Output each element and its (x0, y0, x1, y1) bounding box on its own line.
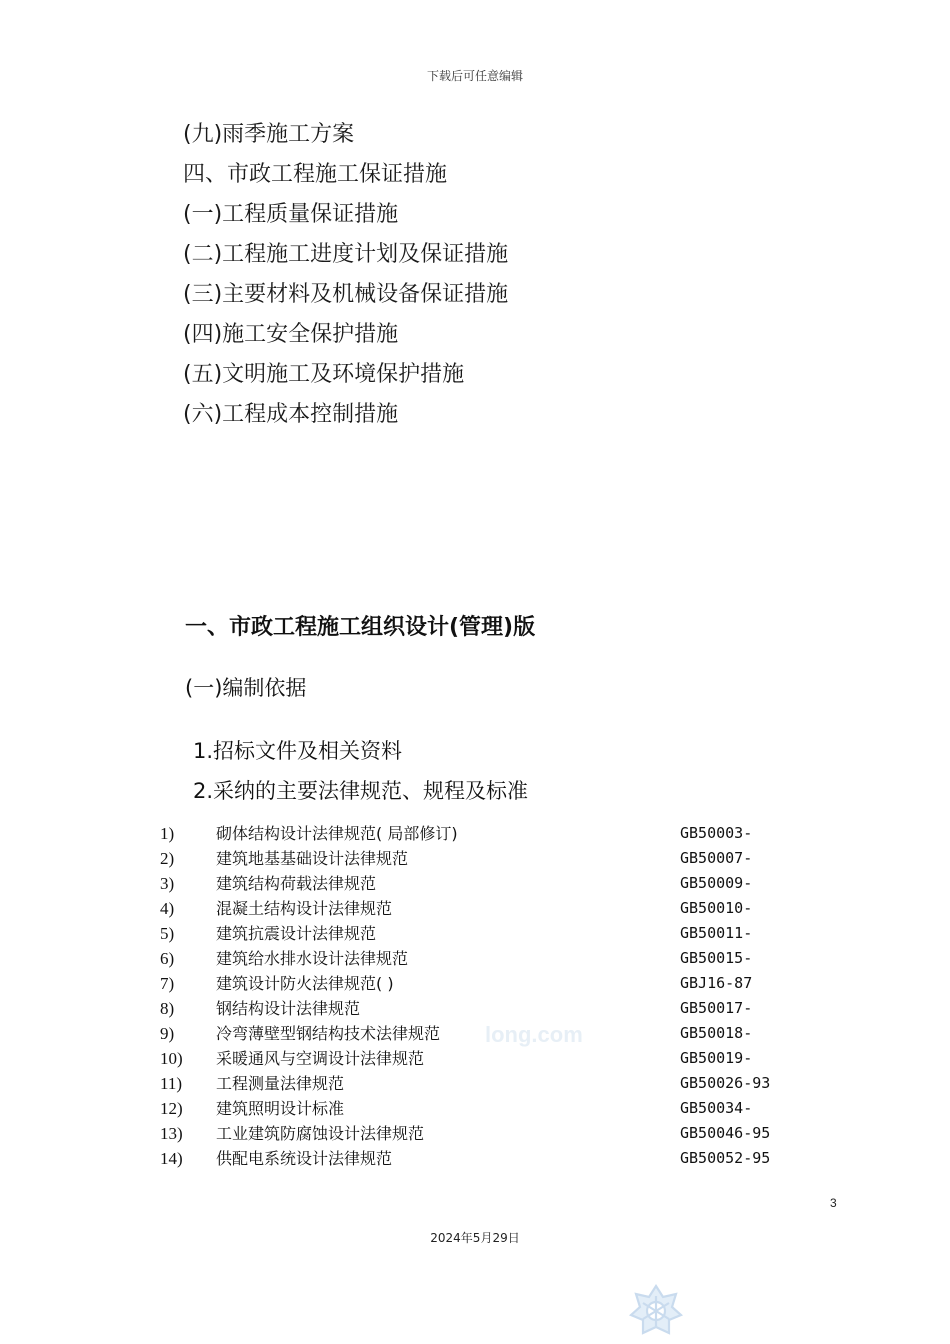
standard-code: GB50017- (680, 999, 753, 1017)
toc-item: (二)工程施工进度计划及保证措施 (183, 242, 509, 267)
standard-name: 建筑抗震设计法律规范 (216, 924, 377, 943)
standard-row (160, 1146, 800, 1171)
standard-row (160, 896, 800, 921)
standard-code: GB50034- (680, 1099, 753, 1117)
section-heading: 一、市政工程施工组织设计(管理)版 (185, 615, 536, 640)
standard-row (160, 821, 800, 846)
standard-number: 13) (160, 1124, 183, 1143)
toc-item: (四)施工安全保护措施 (183, 322, 399, 347)
standard-number: 2) (160, 849, 175, 868)
standard-code: GB50010- (680, 899, 753, 917)
standard-name: 采暖通风与空调设计法律规范 (216, 1049, 425, 1068)
standard-number: 12) (160, 1099, 183, 1118)
standard-code: GB50015- (680, 949, 753, 967)
standard-name: 建筑设计防火法律规范( ) (216, 974, 394, 993)
page-number: 3 (830, 1196, 837, 1210)
standard-row (160, 996, 800, 1021)
standard-number: 6) (160, 949, 175, 968)
standard-row (160, 1071, 800, 1096)
standard-name: 混凝土结构设计法律规范 (216, 899, 393, 918)
standard-name: 工业建筑防腐蚀设计法律规范 (216, 1124, 425, 1143)
toc-item: 四、市政工程施工保证措施 (183, 162, 448, 187)
standard-code: GB50046-95 (680, 1124, 771, 1142)
footer-date: 2024年5月29日 (430, 1231, 520, 1245)
standard-row (160, 971, 800, 996)
standard-code: GB50003- (680, 824, 753, 842)
standard-name: 工程测量法律规范 (216, 1074, 345, 1093)
numbered-item: 2.采纳的主要法律规范、规程及标准 (193, 779, 529, 803)
standard-row (160, 871, 800, 896)
table-of-contents (183, 118, 508, 438)
standard-number: 5) (160, 924, 175, 943)
standard-number: 14) (160, 1149, 183, 1168)
standard-name: 建筑地基基础设计法律规范 (216, 849, 409, 868)
standard-code: GBJ16-87 (680, 974, 753, 992)
standards-list (160, 821, 800, 1171)
standard-number: 10) (160, 1049, 183, 1068)
toc-item: (九)雨季施工方案 (183, 122, 355, 147)
standard-row (160, 946, 800, 971)
toc-item: (一)工程质量保证措施 (183, 202, 399, 227)
standard-name: 建筑照明设计标准 (216, 1099, 345, 1118)
standard-code: GB50018- (680, 1024, 753, 1042)
standard-code: GB50052-95 (680, 1149, 771, 1167)
standard-row (160, 846, 800, 871)
standard-name: 建筑结构荷载法律规范 (216, 874, 377, 893)
standard-code: GB50011- (680, 924, 753, 942)
standard-row (160, 921, 800, 946)
toc-item: (六)工程成本控制措施 (183, 402, 399, 427)
standard-name: 钢结构设计法律规范 (216, 999, 361, 1018)
page-header-note: 下载后可任意编辑 (426, 69, 523, 83)
standard-name: 供配电系统设计法律规范 (216, 1149, 393, 1168)
standard-row (160, 1046, 800, 1071)
standard-code: GB50009- (680, 874, 753, 892)
standard-code: GB50007- (680, 849, 753, 867)
snowflake-logo-icon (628, 1283, 684, 1339)
standard-number: 7) (160, 974, 175, 993)
standard-number: 1) (160, 824, 175, 843)
standard-number: 11) (160, 1074, 183, 1093)
toc-item: (五)文明施工及环境保护措施 (183, 362, 465, 387)
standard-number: 4) (160, 899, 175, 918)
numbered-item: 1.招标文件及相关资料 (193, 739, 403, 763)
standard-number: 8) (160, 999, 175, 1018)
standard-name: 砌体结构设计法律规范( 局部修订) (216, 824, 458, 843)
subsection-heading: (一)编制依据 (185, 676, 307, 700)
standard-row (160, 1121, 800, 1146)
standard-code: GB50019- (680, 1049, 753, 1067)
standard-name: 冷弯薄壁型钢结构技术法律规范 (216, 1024, 441, 1043)
standard-number: 9) (160, 1024, 175, 1043)
standard-number: 3) (160, 874, 175, 893)
standard-name: 建筑给水排水设计法律规范 (216, 949, 409, 968)
toc-item: (三)主要材料及机械设备保证措施 (183, 282, 509, 307)
watermark-text: long.com (485, 1022, 583, 1047)
standard-row (160, 1021, 800, 1046)
standard-row (160, 1096, 800, 1121)
standard-code: GB50026-93 (680, 1074, 771, 1092)
